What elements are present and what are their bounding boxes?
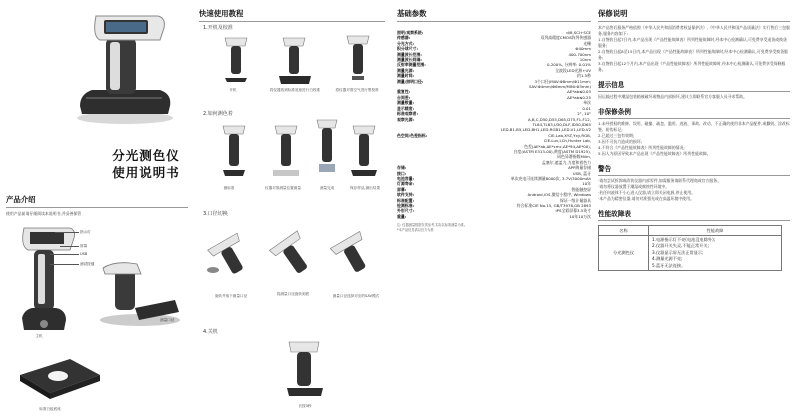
tips-heading: 提示信息 [598, 79, 790, 92]
step2-image-3 [347, 122, 381, 178]
tips-text: 因运输过程中潮湿包装箱被破坏或物品内部损坏,建议立即联系官方客服人员寻求帮助。 [598, 94, 748, 99]
tutorial-column [199, 0, 389, 420]
spec-key: 存储: [397, 165, 407, 171]
warning-item: ·本产品为精密仪器,请勿对准强光或在高温环境中使用。 [598, 196, 694, 201]
spec-key: 测量/照明口径: [397, 78, 424, 84]
step1-heading: 1.开机及校准 [203, 25, 233, 31]
fault-item: 4.测量光源不亮; [652, 256, 683, 262]
spec-value: 10年 [582, 181, 591, 187]
warranty-heading: 保修说明 [598, 8, 790, 22]
fault-table [598, 225, 782, 271]
tutorial-heading: 快速使用教程 [199, 8, 385, 22]
spec-key: 软件支持: [397, 192, 415, 198]
warning-item: ·请勿将仪器放置于潮湿或腐蚀性环境中。 [598, 184, 670, 189]
specs-footnote-1: 注: 仪器测量数据仅供参考,实际以标准测量为准。 [397, 223, 468, 228]
spec-key: 灯源寿命: [397, 181, 415, 187]
warning-heading: 警告 [598, 163, 790, 176]
spec-key: 测量时间: [397, 73, 415, 79]
spec-value: IPS全彩屏幕3.5英寸 [555, 208, 591, 214]
spec-key: 电池容量: [397, 175, 415, 181]
spec-value: 0-200%, 分辨率: 0.01% [546, 62, 591, 68]
step1-caption-0: 开机 [229, 88, 237, 92]
spec-key: 测量数量: [397, 100, 415, 106]
spec-value: TL84,TL83,U30,DLF,ID50,ID65 [532, 121, 591, 127]
spec-value: 0.01 [582, 105, 591, 111]
spec-value: 单次 [583, 100, 591, 106]
spec-value: 智能触控屏 [571, 186, 591, 192]
exempt-item: 4.不符合《产品性能故障表》所列性能故障的情况; [598, 145, 685, 150]
warranty-item: 1.自签收日起7日内,本产品出现《产品性能故障表》所列性能故障时,经本中心检测确认,可免费享受退货或换货服务; [598, 37, 787, 48]
warranty-item: 3.自签收日起12个月内,本产品出现《产品性能故障表》所列性能故障时,经本中心检测确认,可免费享受保修服务。 [598, 61, 786, 72]
step2-image-1 [269, 122, 303, 178]
spec-value: 单次充电可连续测量8000次, 3.7V/3000mAh [510, 175, 591, 181]
exempt-item: 5.因人为原因导致本产品出现《产品性能故障表》所列性能故障。 [598, 151, 711, 156]
spec-value: USB, 蓝牙 [572, 170, 591, 176]
step4-caption-0: 长按3秒 [298, 404, 312, 408]
step3-caption-0: 旋转并取下测量口径 [214, 294, 248, 298]
warning-item: ·请勿尝试拆卸或改装仪器内部零件,如需服务请联系代理商或官方服务。 [598, 178, 722, 183]
spec-value: 10nm [579, 57, 591, 63]
step2-heading: 2.如何测色着 [203, 111, 233, 117]
calibration-board-image [10, 345, 110, 403]
spec-key: 测量波长范围: [397, 51, 422, 57]
spec-key: 重复性: [397, 89, 411, 95]
fault-item: 1.电源指示灯不亮(电池没电除外); [652, 237, 716, 242]
spec-value: 3个口径(MAV:Φ8mm/Φ11mm; [534, 78, 591, 84]
step3-image-0 [203, 226, 263, 282]
step3-heading: 3.口径切换 [203, 211, 228, 217]
spec-value: CIE-Lab,XYZ,Yxy,RGB, [548, 132, 591, 138]
step2-image-0 [219, 122, 249, 178]
callout-usb: USB [80, 252, 88, 256]
step2-caption-1: 仪器对准测量位置测量 [265, 186, 301, 190]
specs-table [397, 30, 591, 219]
spec-value: CIE-Luv,LCh,Hunter Lab, [543, 138, 591, 144]
spec-key: 重量: [397, 213, 407, 219]
spec-key: 反射率测量范围: [397, 62, 426, 68]
warranty-list [598, 37, 790, 73]
exempt-item: 1.未经授权的维修、误用、碰撞、疏忽、滥用、进液、事故、改动、不正确的使用非本产品配件,或撕毁、涂改标签、防伪标记; [598, 121, 790, 132]
spec-value: d/8,SCI+SCE [566, 30, 591, 35]
step1-image-white [277, 34, 313, 86]
device-hero-image [70, 6, 180, 126]
spec-value: Android,iOS,微信小程序, Windows [527, 192, 591, 198]
step1-caption-2: 将仪器对准空气进行黑校准 [335, 88, 379, 92]
step1-image-black [341, 30, 375, 84]
warning-item: ·若任何液体不小心进入仪器,请立即关闭电源,停止使用。 [598, 190, 696, 195]
intro-heading: 产品介绍 [6, 194, 188, 208]
warranty-column [598, 0, 793, 420]
spec-row [397, 214, 591, 219]
spec-key: 积分球尺寸: [397, 46, 419, 52]
spec-key: 分光方式: [397, 40, 415, 46]
warranty-item: 2.自签收日起8至15日内,本产品出现《产品性能故障表》所列性能故障时,经本中心检测确认,可免费享受换货服务; [598, 49, 788, 60]
spec-value: 同色异谱指数Milm, [557, 154, 591, 160]
fault-table-header-fault: 性能故障 [649, 226, 782, 236]
fault-item: 5.蓝牙无法连接。 [652, 262, 686, 268]
step1-image-poweron [221, 34, 251, 84]
spec-key: 色空间/色差指标: [397, 132, 428, 138]
spec-key: 标准配置: [397, 197, 415, 203]
spec-key: 检测标准: [397, 203, 415, 208]
spec-key: 标准观察者: [397, 111, 419, 117]
cover-title-line2: 使用说明书 [112, 164, 180, 180]
spec-value: 约1.5秒 [577, 73, 591, 79]
spec-key: 接口: [397, 170, 407, 176]
spec-value: 符合标准CIE No.15, GB/T3978,GB 2893 [516, 203, 591, 208]
spec-value: ΔE*ab≤0.03 [567, 89, 591, 95]
exempt-list [598, 121, 790, 157]
spec-value: 光栅 [583, 40, 591, 46]
spec-key: 屏幕: [397, 186, 407, 192]
spec-key: 测量波长间隔: [397, 57, 422, 63]
spec-key: 照明/观察系统: [397, 30, 424, 35]
step3-image-2 [327, 222, 385, 280]
cover-intro-column [0, 0, 193, 420]
spec-value: Φ40mm [575, 46, 591, 52]
spec-key: 传感器: [397, 35, 411, 41]
spec-value: 400-700nm [568, 51, 591, 57]
step2-caption-3: 保存样品,测出结果 [350, 186, 380, 190]
spec-value: 色差(ΔE*ab,ΔE*cmc,ΔE*94,ΔE*00), [524, 143, 591, 149]
spec-value: 白度(ASTM E313-00),黄度(ASTM D1925), [513, 148, 591, 154]
cover-title [100, 148, 192, 182]
spec-key: 测量光源: [397, 67, 415, 73]
fault-item: 2.仪器开关失灵,不能正常开关; [652, 243, 709, 249]
spec-value: APP海量存储 [568, 165, 591, 171]
spec-key: 观察光源: [397, 116, 415, 122]
cover-title-line1: 分光测色仪 [112, 148, 180, 163]
spec-value: 双列高精度CMOS阵列传感器 [540, 35, 591, 41]
spec-value: 保证一级计量器具 [559, 197, 591, 203]
spec-value: ΔE*ab≤0.25 [567, 94, 591, 100]
spec-value: A,B,C,D50,D55,D65,D75,F1-F12, [527, 116, 591, 122]
callout-screen: 屏幕 [80, 244, 88, 248]
spec-value: SAV:Φ4mm/Φ6mm/MINI:Φ3mm) [529, 84, 591, 90]
warranty-text: 本产品售后服务严格依照《中华人民共和国消费者权益保护法》,《中华人民共和国产品质量法》实行售后三包服务,服务内容如下: [598, 25, 790, 36]
fault-item: 3.仪器显示屏无法正常显示; [652, 249, 704, 255]
caption-board: 标准白板底座 [39, 407, 61, 411]
spec-key: 显示精度: [397, 105, 415, 111]
exempt-item: 3.因不可抗力造成的损坏; [598, 139, 642, 144]
step3-image-1 [265, 222, 325, 282]
step2-caption-0: 测标准 [223, 186, 235, 190]
spec-value: 2°, 10° [577, 111, 591, 117]
step2-image-2 [311, 116, 343, 176]
intro-text: 使用产品前请仔细阅读本说明书,并妥善保管 [6, 211, 82, 216]
device-main-image [10, 222, 80, 342]
exempt-heading: 非保修条例 [598, 106, 790, 119]
specs-footnote-2: *本产品信息请以官方为准 [397, 228, 434, 233]
warning-list [598, 178, 790, 202]
step4-image [283, 336, 327, 400]
step3-caption-1: 将测量口径旋转到底 [276, 292, 310, 296]
exempt-item: 2.已超过三包有效期; [598, 133, 635, 138]
callout-test-button: 测试按键 [80, 262, 95, 266]
step2-caption-2: 测量完成 [319, 186, 335, 190]
step4-heading: 4.关机 [203, 329, 218, 335]
specs-heading: 基础参数 [397, 8, 591, 22]
specs-column [397, 0, 594, 420]
fault-table-name-cell: 分光测色仪 [599, 236, 649, 271]
caption-main: 主机 [35, 334, 43, 338]
step1-caption-1: 将仪器放到标准底座进行白校准 [269, 88, 321, 92]
fault-table-heading: 性能故障表 [598, 208, 790, 221]
spec-value: 孟塞尔,遮盖力,力度和着色力 [541, 159, 591, 165]
callout-indicator: 指示灯 [80, 230, 91, 234]
fault-table-header-name: 名称 [599, 226, 649, 236]
spec-key: 外形尺寸: [397, 208, 415, 214]
callout-aperture: 测量口径 [160, 318, 175, 322]
spec-key: 台间差: [397, 94, 411, 100]
spec-value: 全波段LED光源+UV [555, 67, 591, 73]
spec-value: 10年10万次 [569, 213, 591, 219]
fault-table-fault-cell [649, 236, 782, 271]
step3-caption-2: 测量口径选择对应的SAV模式 [332, 294, 380, 298]
spec-value: LED-B1-B5,LED-BH1,LED-RGB1,LED-V1,LED-V2 [500, 127, 591, 133]
